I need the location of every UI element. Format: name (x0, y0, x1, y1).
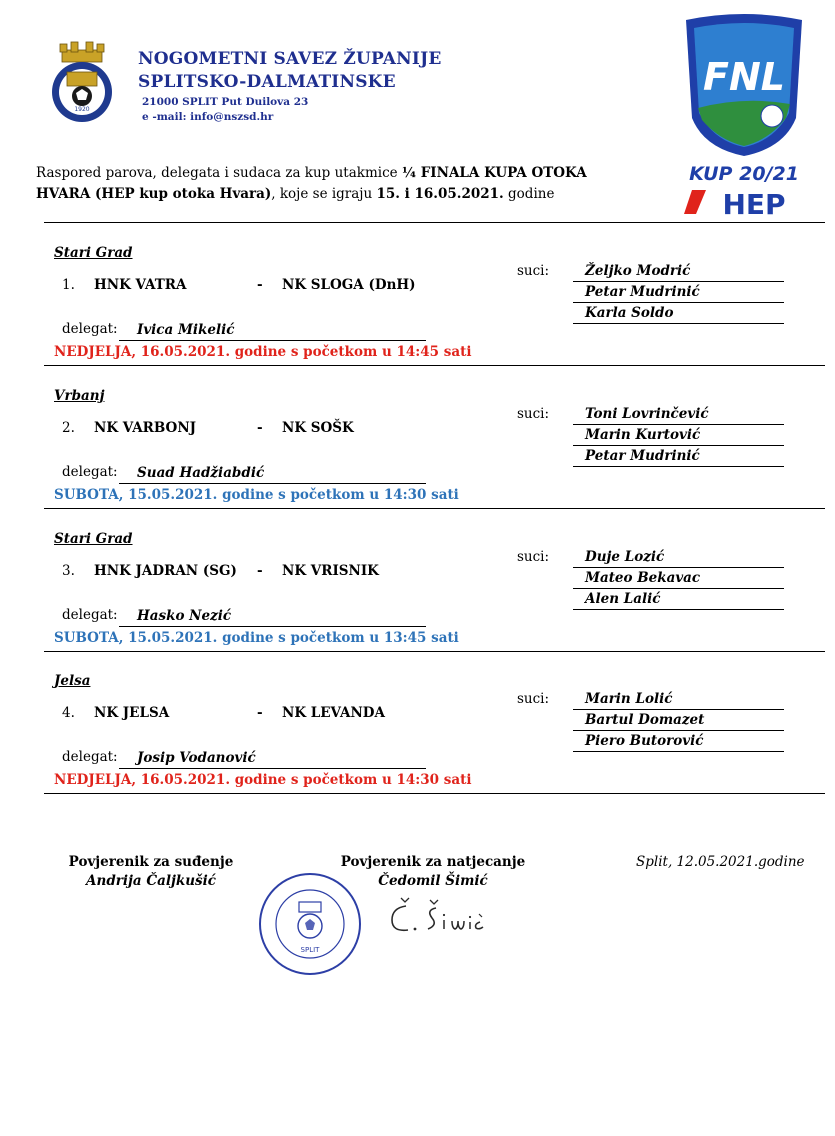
match-number: 3. (62, 563, 75, 579)
home-team: HNK VATRA (94, 277, 187, 293)
referees-label: suci: (517, 691, 550, 707)
match-schedule: NEDJELJA, 16.05.2021. godine s početkom u 14:45 sati (54, 344, 472, 360)
place-and-date: Split, 12.05.2021.godine (636, 854, 805, 870)
referee-assistant-1: Petar Mudrinić (573, 283, 784, 303)
match-block-4 (44, 651, 825, 794)
delegate-label: delegat: (62, 749, 118, 765)
org-name-line1: NOGOMETNI SAVEZ ŽUPANIJE (138, 49, 442, 69)
intro-text-3: godine (503, 186, 555, 202)
match-venue: Jelsa (54, 673, 91, 689)
sig2-title: Povjerenik za natjecanje (340, 854, 526, 870)
block-divider (44, 793, 825, 794)
referee-assistant-2: Karla Soldo (573, 304, 784, 324)
federation-logo (40, 40, 124, 126)
org-name-line2: SPLITSKO-DALMATINSKE (138, 72, 396, 92)
match-block-1 (44, 223, 825, 366)
intro-dates: 15. i 16.05.2021. (376, 186, 504, 202)
delegate-label: delegat: (62, 607, 118, 623)
match-block-2 (44, 366, 825, 509)
match-block-3 (44, 509, 825, 652)
match-venue: Stari Grad (54, 531, 133, 547)
sig1-name: Andrija Čaljkušić (86, 873, 216, 889)
sponsor-name: HEP (722, 188, 786, 220)
match-schedule: SUBOTA, 15.05.2021. godine s početkom u 14:30 sati (54, 487, 459, 503)
delegate-label: delegat: (62, 321, 118, 337)
intro-text-1: Raspored parova, delegata i sudaca za kup utakmice (36, 165, 402, 181)
cup-season: KUP 20/21 (689, 163, 799, 185)
organization-contact (142, 95, 308, 125)
referee-main: Marin Lolić (573, 690, 784, 710)
referee-commissioner-signature (56, 853, 246, 891)
sig1-title: Povjerenik za suđenje (68, 854, 234, 870)
delegate-name: Hasko Nezić (119, 607, 426, 627)
versus-dash: - (257, 563, 263, 579)
delegate-label: delegat: (62, 464, 118, 480)
intro-competition: ¼ FINALA KUPA OTOKA HVARA (HEP kup otoka Hvara) (36, 165, 587, 202)
intro-paragraph (36, 163, 636, 205)
match-schedule: NEDJELJA, 16.05.2021. godine s početkom u 14:30 sati (54, 772, 472, 788)
org-email: e -mail: info@nszsd.hr (142, 111, 274, 123)
referees-label: suci: (517, 406, 550, 422)
referee-assistant-1: Mateo Bekavac (573, 569, 784, 589)
referee-main: Duje Lozić (573, 548, 784, 568)
match-number: 4. (62, 705, 75, 721)
away-team: NK VRISNIK (282, 563, 379, 579)
fnl-cup-logo (674, 8, 814, 220)
fnl-letters: FNL (703, 55, 785, 99)
referee-main: Željko Modrić (573, 262, 784, 282)
match-schedule: SUBOTA, 15.05.2021. godine s početkom u 13:45 sati (54, 630, 459, 646)
org-address: 21000 SPLIT Put Duilova 23 (142, 96, 309, 108)
referee-assistant-2: Alen Lalić (573, 590, 784, 610)
referee-assistant-2: Petar Mudrinić (573, 447, 784, 467)
organization-name (138, 48, 441, 94)
match-number: 1. (62, 277, 75, 293)
versus-dash: - (257, 277, 263, 293)
referee-main: Toni Lovrinčević (573, 405, 784, 425)
referee-assistant-1: Marin Kurtović (573, 426, 784, 446)
away-team: NK LEVANDA (282, 705, 385, 721)
stamp-city: SPLIT (300, 946, 320, 954)
match-venue: Stari Grad (54, 245, 133, 261)
home-team: HNK JADRAN (SG) (94, 563, 237, 579)
logo-year: 1920 (74, 106, 90, 113)
sig2-name: Čedomil Šimić (378, 873, 488, 889)
home-team: NK JELSA (94, 705, 170, 721)
referee-assistant-1: Bartul Domazet (573, 711, 784, 731)
versus-dash: - (257, 420, 263, 436)
match-venue: Vrbanj (54, 388, 105, 404)
match-number: 2. (62, 420, 75, 436)
intro-text-2: , koje se igraju (271, 186, 377, 202)
referee-assistant-2: Piero Butorović (573, 732, 784, 752)
away-team: NK SLOGA (DnH) (282, 277, 416, 293)
delegate-name: Ivica Mikelić (119, 321, 426, 341)
away-team: NK SOŠK (282, 420, 354, 436)
handwritten-signature (384, 892, 494, 938)
delegate-name: Suad Hadžiabdić (119, 464, 426, 484)
delegate-name: Josip Vodanović (119, 749, 426, 769)
referees-label: suci: (517, 263, 550, 279)
official-stamp (255, 868, 365, 980)
home-team: NK VARBONJ (94, 420, 197, 436)
versus-dash: - (257, 705, 263, 721)
referees-label: suci: (517, 549, 550, 565)
